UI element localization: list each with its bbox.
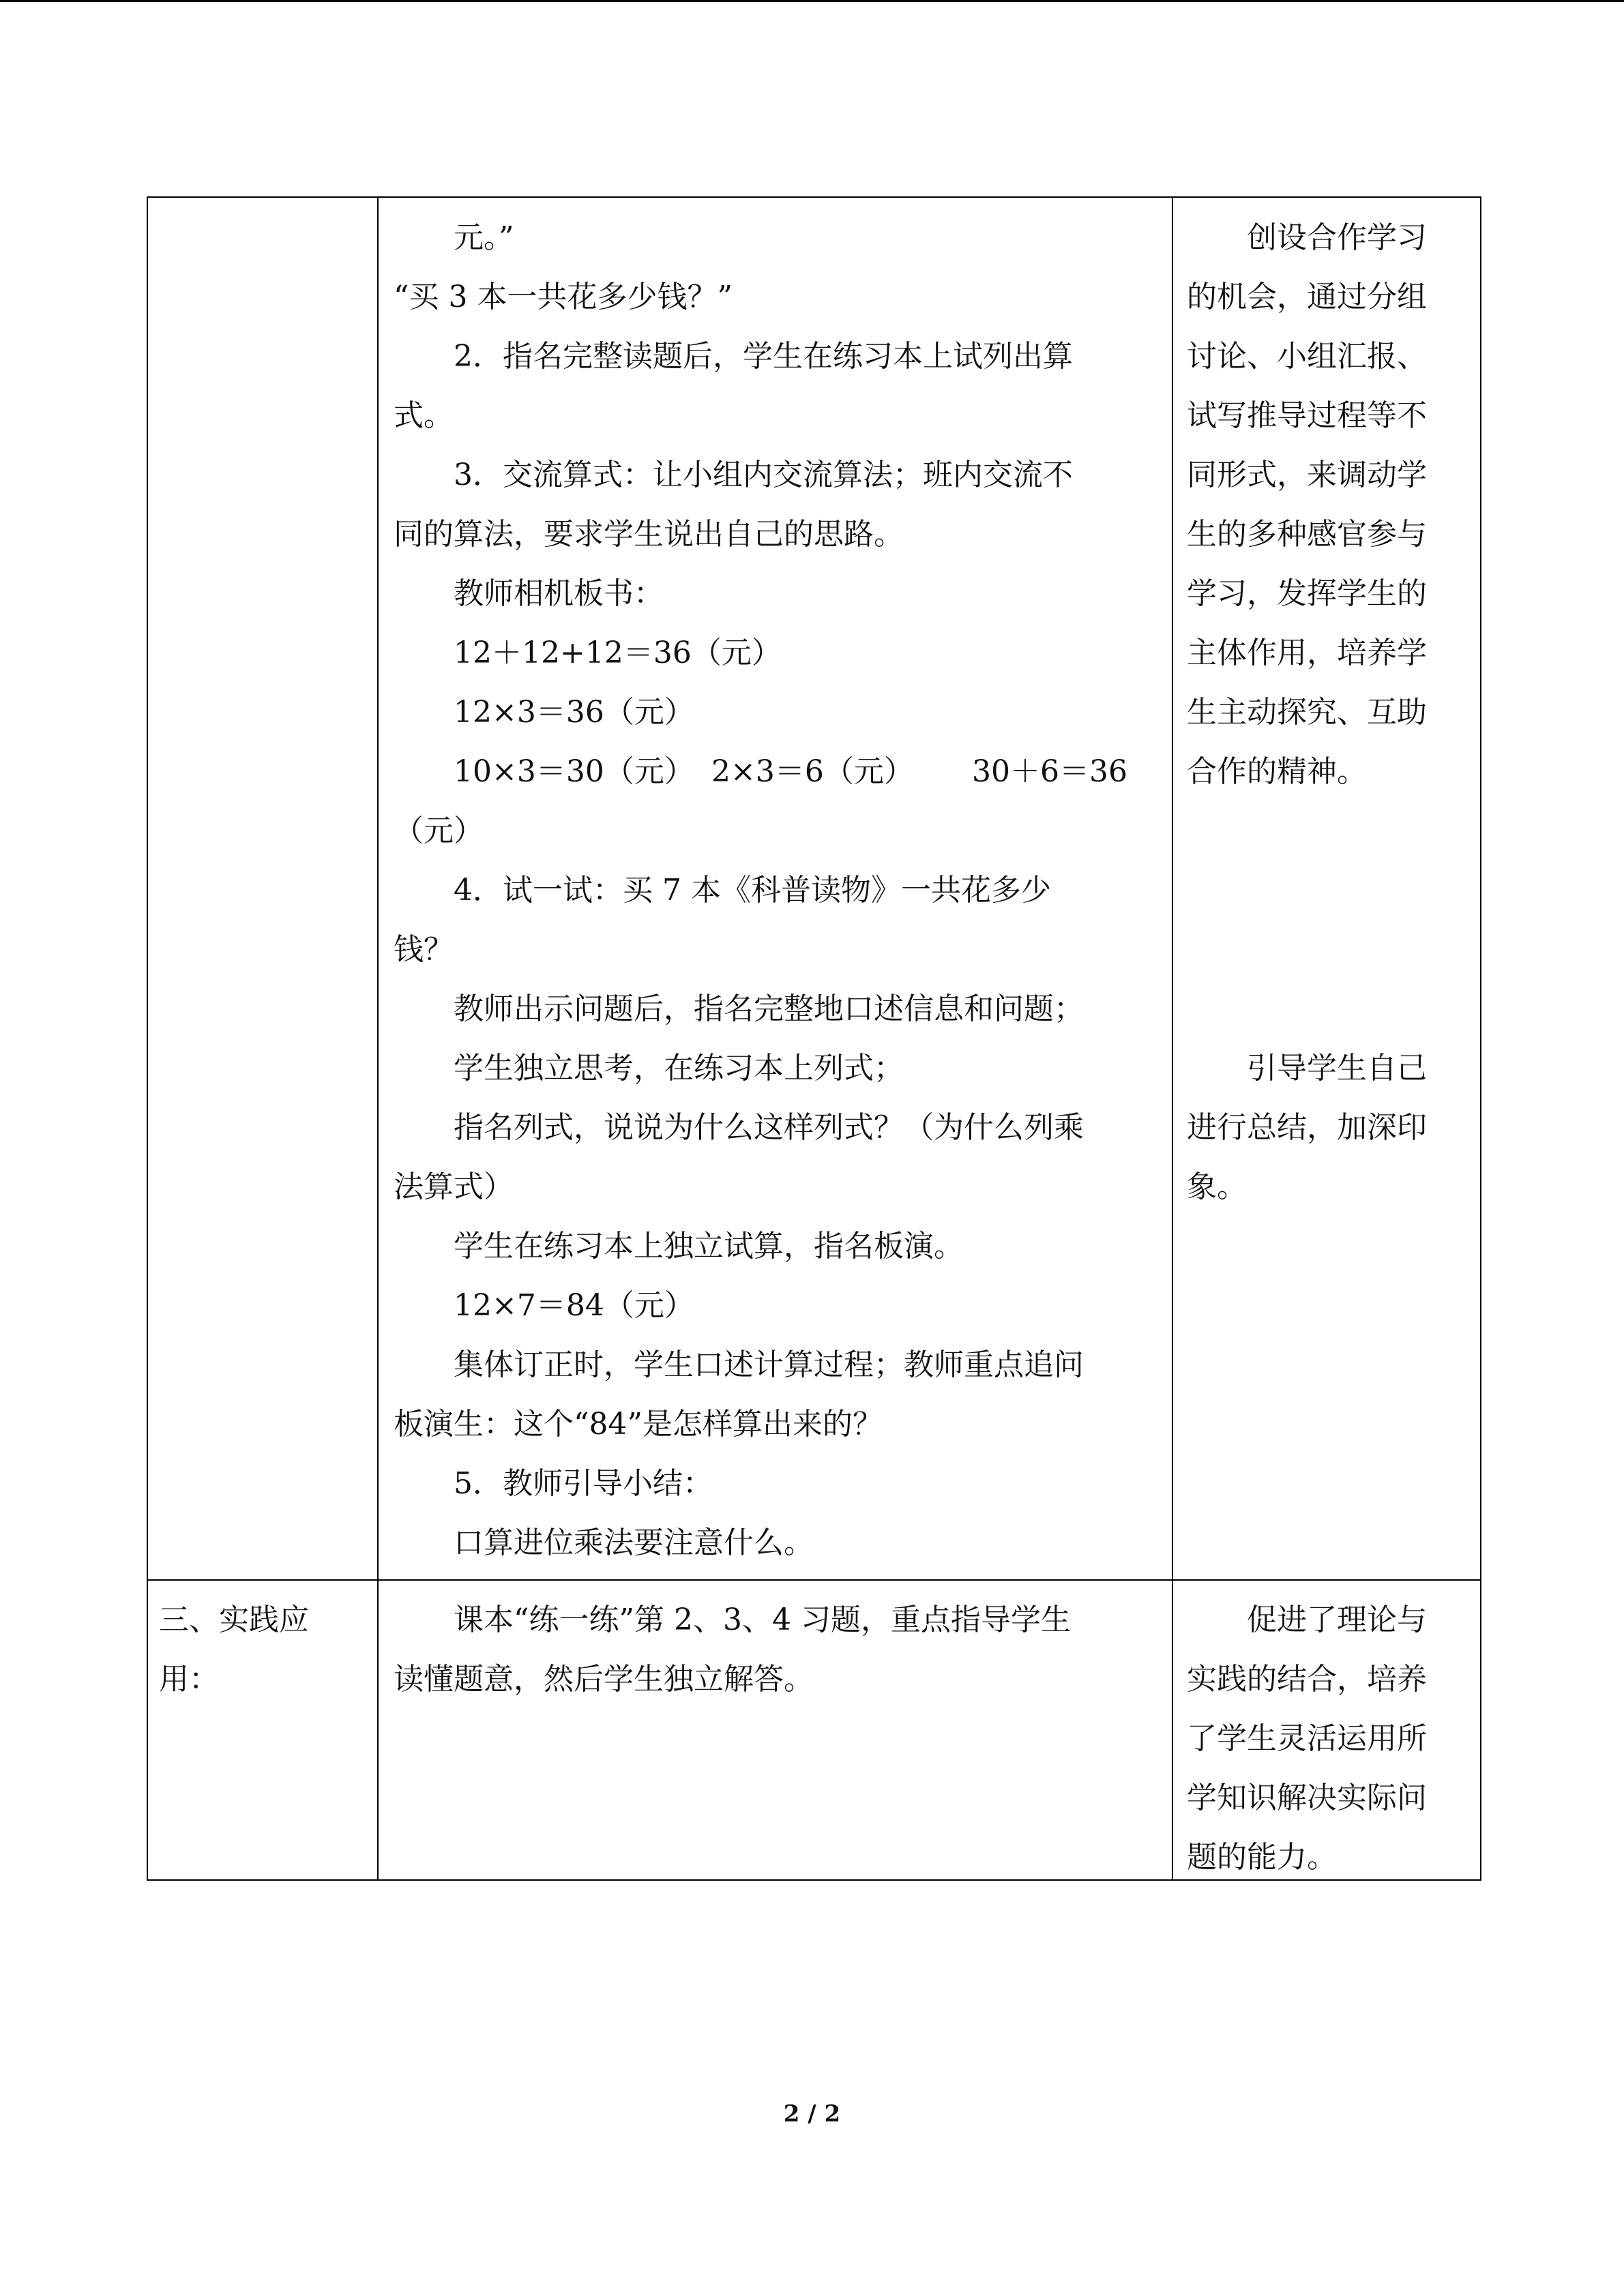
text-line: 试写推导过程等不: [1187, 398, 1427, 433]
text-line: 引导学生自己: [1247, 1051, 1427, 1086]
spacer: [1187, 979, 1477, 1039]
stage-title: 用：: [159, 1662, 219, 1697]
formula-part: 30＋6＝36: [972, 754, 1127, 789]
formula-line: 12×7＝84（元）: [454, 1288, 694, 1323]
text-line: 教师相机板书：: [454, 576, 664, 611]
text-line: 学习，发挥学生的: [1187, 576, 1427, 611]
formula-line: 12×3＝36（元）: [454, 695, 694, 730]
design-intent-cell: [1187, 208, 1477, 1217]
text-line: 主体作用，培养学: [1187, 636, 1427, 670]
text-line: 讨论、小组汇报、: [1187, 339, 1427, 374]
text-line: 学生在练习本上独立试算，指名板演。: [454, 1229, 964, 1264]
column-divider-2: [1172, 198, 1173, 1879]
stage-title: 三、实践应: [159, 1602, 309, 1637]
text-line: 生的多种感官参与: [1187, 517, 1427, 552]
text-line: 元。”: [454, 220, 514, 255]
formula-row: [394, 742, 1157, 801]
text-line: 进行总结，加深印: [1187, 1110, 1427, 1145]
spacer: [1187, 801, 1477, 861]
text-line: （元）: [394, 814, 484, 848]
text-line: 创设合作学习: [1247, 220, 1427, 255]
text-line: 钱？: [394, 932, 454, 967]
text-line: 象。: [1187, 1169, 1247, 1204]
row-divider: [148, 1579, 1480, 1581]
text-line: 了学生灵活运用所: [1187, 1721, 1427, 1756]
step-2-line: 2．指名完整读题后，学生在练习本上试列出算: [454, 339, 1073, 374]
text-line: 同形式，来调动学: [1187, 458, 1427, 492]
spacer: [1187, 861, 1477, 920]
spacer: [1187, 920, 1477, 979]
stage-cell: [159, 1590, 370, 1709]
text-line: 法算式）: [394, 1169, 514, 1204]
text-line: “买 3 本一共花多少钱？”: [394, 280, 733, 314]
lesson-plan-table: [147, 196, 1481, 1881]
text-line: 指名列式，说说为什么这样列式？（为什么列乘: [454, 1110, 1084, 1145]
formula-line: 12＋12+12＝36（元）: [454, 636, 782, 670]
text-line: 实践的结合，培养: [1187, 1662, 1427, 1697]
page-top-border: [0, 0, 1624, 2]
page-number: 2 / 2: [783, 2100, 841, 2128]
step-5-line: 5．教师引导小结：: [454, 1466, 713, 1501]
formula-part: 2×3＝6（元）: [711, 754, 914, 789]
text-line: 式。: [394, 398, 454, 433]
text-line: 学生独立思考，在练习本上列式；: [454, 1051, 904, 1086]
step-3-line: 3．交流算式：让小组内交流算法；班内交流不: [454, 458, 1073, 492]
text-line: 学知识解决实际问: [1187, 1780, 1427, 1815]
teaching-process-cell: [394, 208, 1157, 1572]
text-line: 读懂题意，然后学生独立解答。: [394, 1662, 814, 1697]
step-4-line: 4．试一试：买 7 本《科普读物》一共花多少: [454, 873, 1051, 908]
formula-part: 10×3＝30（元）: [454, 754, 694, 789]
text-line: 板演生：这个“84”是怎样算出来的？: [394, 1407, 883, 1442]
text-line: 的机会，通过分组: [1187, 280, 1427, 314]
text-line: 集体订正时，学生口述计算过程；教师重点追问: [454, 1347, 1084, 1382]
column-divider-1: [377, 198, 379, 1879]
text-line: 教师出示问题后，指名完整地口述信息和问题；: [454, 992, 1084, 1026]
design-intent-cell: [1187, 1590, 1477, 1887]
teaching-process-cell: [394, 1590, 1157, 1709]
text-line: 生主动探究、互助: [1187, 695, 1427, 730]
text-line: 课本“练一练”第 2、3、4 习题，重点指导学生: [454, 1602, 1071, 1637]
text-line: 题的能力。: [1187, 1840, 1337, 1875]
text-line: 促进了理论与: [1247, 1602, 1427, 1637]
text-line: 同的算法，要求学生说出自己的思路。: [394, 517, 904, 552]
text-line: 口算进位乘法要注意什么。: [454, 1525, 814, 1560]
text-line: 合作的精神。: [1187, 754, 1367, 789]
